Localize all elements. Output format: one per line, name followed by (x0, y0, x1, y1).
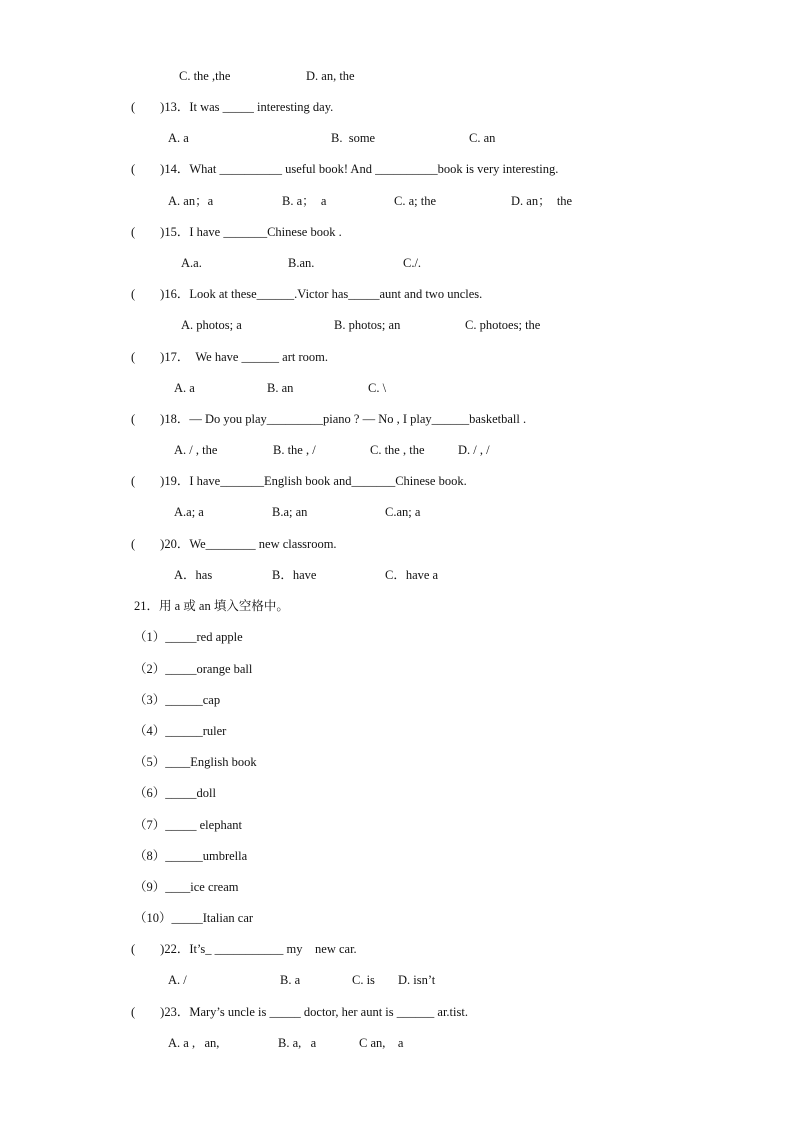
fill-in-item: （5）____English book (134, 755, 257, 769)
answer-option: C./. (403, 256, 422, 270)
answer-option: A. a (168, 131, 189, 145)
answer-option: D. an, the (306, 69, 355, 83)
answer-option: A.a; a (174, 505, 204, 519)
answer-option: B．have (272, 568, 317, 582)
answer-option: B.an. (288, 256, 315, 270)
answer-option: B. a； a (282, 194, 327, 208)
question-text: ( )13．It was _____ interesting day. (131, 100, 334, 114)
answer-option: C. \ (368, 381, 387, 395)
answer-option: A. an；a (168, 194, 214, 208)
answer-option: B. an (267, 381, 294, 395)
question-text: ( )19．I have_______English book and_______Chinese book. (131, 474, 467, 488)
question-text: ( )14．What __________ useful book! And __________book is very interesting. (131, 162, 559, 176)
question-text: ( )15．I have _______Chinese book . (131, 225, 342, 239)
fill-in-item: （9）____ice cream (134, 880, 239, 894)
answer-option: C. photoes; the (465, 318, 541, 332)
fill-in-item: （2）_____orange ball (134, 662, 253, 676)
answer-option: A.a. (181, 256, 202, 270)
answer-option: A. a , an, (168, 1036, 220, 1050)
answer-option: D. isn’t (398, 973, 436, 987)
answer-option: B. a, a (278, 1036, 317, 1050)
answer-option: C. a; the (394, 194, 437, 208)
answer-option: B. the , / (273, 443, 316, 457)
answer-option: B. a (280, 973, 301, 987)
answer-option: C. the , the (370, 443, 425, 457)
answer-option: A. photos; a (181, 318, 242, 332)
fill-in-item: （3）______cap (134, 693, 221, 707)
answer-option: B.a; an (272, 505, 308, 519)
answer-option: C.an; a (385, 505, 421, 519)
answer-option: D. / , / (458, 443, 490, 457)
answer-option: B. photos; an (334, 318, 401, 332)
answer-option: C．have a (385, 568, 439, 582)
answer-option: A．has (174, 568, 213, 582)
fill-in-item: （7）_____ elephant (134, 818, 242, 832)
answer-option: C an, a (359, 1036, 404, 1050)
answer-option: C. the ,the (179, 69, 231, 83)
fill-in-item: （10）_____Italian car (134, 911, 254, 925)
answer-option: A. / (168, 973, 187, 987)
fill-in-item: （8）______umbrella (134, 849, 248, 863)
question-text: ( )20．We________ new classroom. (131, 537, 337, 551)
section-heading: 21．用 a 或 an 填入空格中。 (134, 599, 289, 613)
fill-in-item: （1）_____red apple (134, 630, 243, 644)
fill-in-item: （6）_____doll (134, 786, 216, 800)
question-text: ( )18．— Do you play_________piano ? — No , I play______basketball . (131, 412, 527, 426)
question-text: ( )17． We have ______ art room. (131, 350, 328, 364)
question-text: ( )22．It’s_ ___________ my new car. (131, 942, 357, 956)
answer-option: A. a (174, 381, 195, 395)
answer-option: D. an； the (511, 194, 573, 208)
question-text: ( )23．Mary’s uncle is _____ doctor, her aunt is ______ ar.tist. (131, 1005, 468, 1019)
answer-option: C. an (469, 131, 496, 145)
fill-in-item: （4）______ruler (134, 724, 227, 738)
answer-option: B. some (331, 131, 376, 145)
answer-option: C. is (352, 973, 375, 987)
answer-option: A. / , the (174, 443, 218, 457)
question-text: ( )16．Look at these______.Victor has_____aunt and two uncles. (131, 287, 483, 301)
